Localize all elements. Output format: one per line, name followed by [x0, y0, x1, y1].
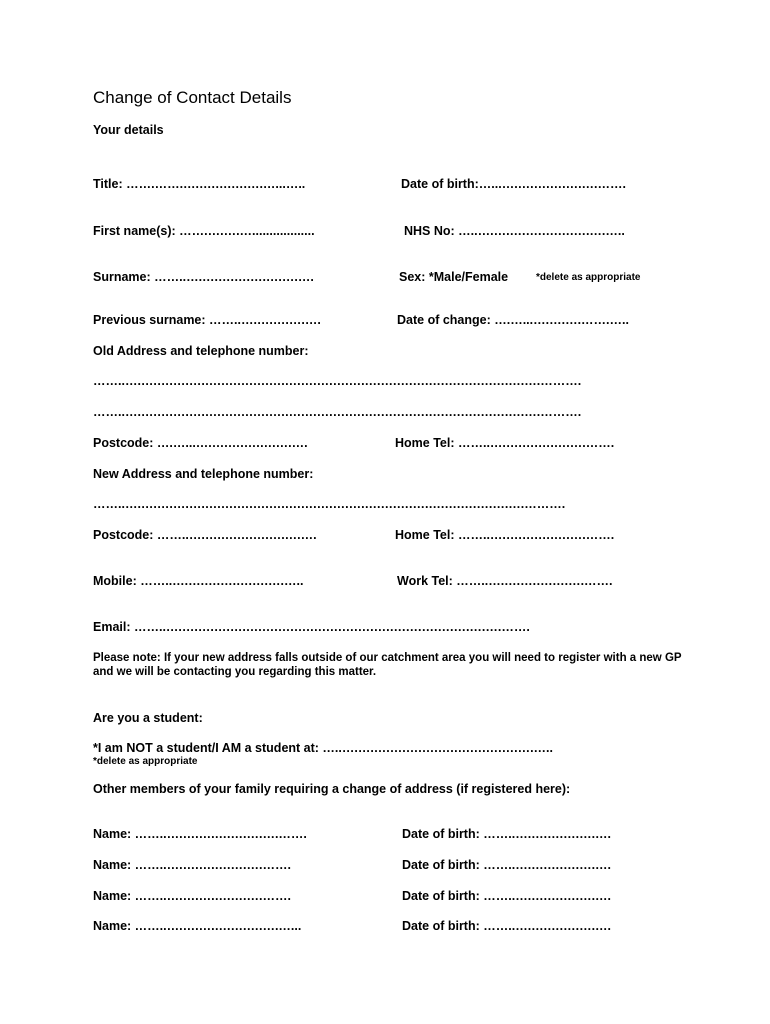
family-name-field[interactable]: Name: ……..….….….….….….….…...	[93, 919, 302, 933]
family-dob-field[interactable]: Date of birth: ……..….….….….….….	[402, 827, 612, 841]
family-name-field[interactable]: Name: ……..….….….….….….…….	[93, 889, 291, 903]
mobile-field[interactable]: Mobile: ……..….….….….….….….…..	[93, 574, 304, 588]
family-dob-field[interactable]: Date of birth: ……..….….….….….….	[402, 858, 612, 872]
your-details-heading: Your details	[93, 123, 164, 137]
date-of-change-field[interactable]: Date of change: ….…...….….….…….…..	[397, 313, 629, 327]
catchment-note: Please note: If your new address falls outside of our catchment area you will need to register with a new GP and we will be contacting you regarding this matter.	[93, 652, 682, 678]
student-delete-note: *delete as appropriate	[93, 756, 198, 767]
page-title: Change of Contact Details	[93, 88, 292, 107]
new-postcode-field[interactable]: Postcode: ……..….….….….….….….….	[93, 528, 317, 542]
sex-delete-note: *delete as appropriate	[536, 272, 641, 283]
date-of-birth-field[interactable]: Date of birth:…...….….….….….….…….	[401, 177, 626, 191]
title-field[interactable]: Title: …….…….….….….….….…...…..	[93, 177, 306, 191]
sex-field[interactable]: Sex: *Male/Female	[399, 270, 509, 284]
old-address-line-1[interactable]: ……..….….….….….….….….….….….….….….….….….….….….….….….….….….……….	[93, 374, 582, 388]
old-address-line-2[interactable]: ……..….….….….….….….….….….….….….….….….….….….….….….….….….….……….	[93, 405, 582, 419]
student-status-field[interactable]: *I am NOT a student/I AM a student at: …..….….….….….….….….….….….….…..	[93, 741, 553, 755]
family-name-field[interactable]: Name: ……..….….….….….….…….	[93, 858, 291, 872]
old-home-tel-field[interactable]: Home Tel: ……..….….….….….….…….	[395, 436, 615, 450]
family-name-field[interactable]: Name: ……..….….….….….….….…….	[93, 827, 307, 841]
old-address-heading: Old Address and telephone number:	[93, 344, 309, 358]
family-dob-field[interactable]: Date of birth: ……..….….….….….….	[402, 889, 612, 903]
nhs-number-field[interactable]: NHS No: …..….….….….….….….….…..	[404, 224, 625, 238]
student-heading: Are you a student:	[93, 711, 203, 725]
new-address-heading: New Address and telephone number:	[93, 467, 314, 481]
family-heading: Other members of your family requiring a change of address (if registered here):	[93, 782, 571, 796]
previous-surname-field[interactable]: Previous surname: ……..….….….….….	[93, 313, 321, 327]
work-tel-field[interactable]: Work Tel: ……..….….….….….….…….	[397, 574, 613, 588]
email-field[interactable]: Email: ……..….….….….….….….….….….….….….….….….….….….….….…….	[93, 620, 530, 634]
old-postcode-field[interactable]: Postcode: ….…...….….….….….….….	[93, 436, 308, 450]
family-dob-field[interactable]: Date of birth: ……..….….….….….….	[402, 919, 612, 933]
new-address-line-1[interactable]: ……..….….….….….….….….….….….….….….….….….….….….….….….….….……….	[93, 497, 566, 511]
surname-field[interactable]: Surname: ……..….….….….….….….….	[93, 270, 314, 284]
new-home-tel-field[interactable]: Home Tel: ……..….….….….….….…….	[395, 528, 615, 542]
first-name-field[interactable]: First name(s): …….….….…..................	[93, 224, 315, 238]
